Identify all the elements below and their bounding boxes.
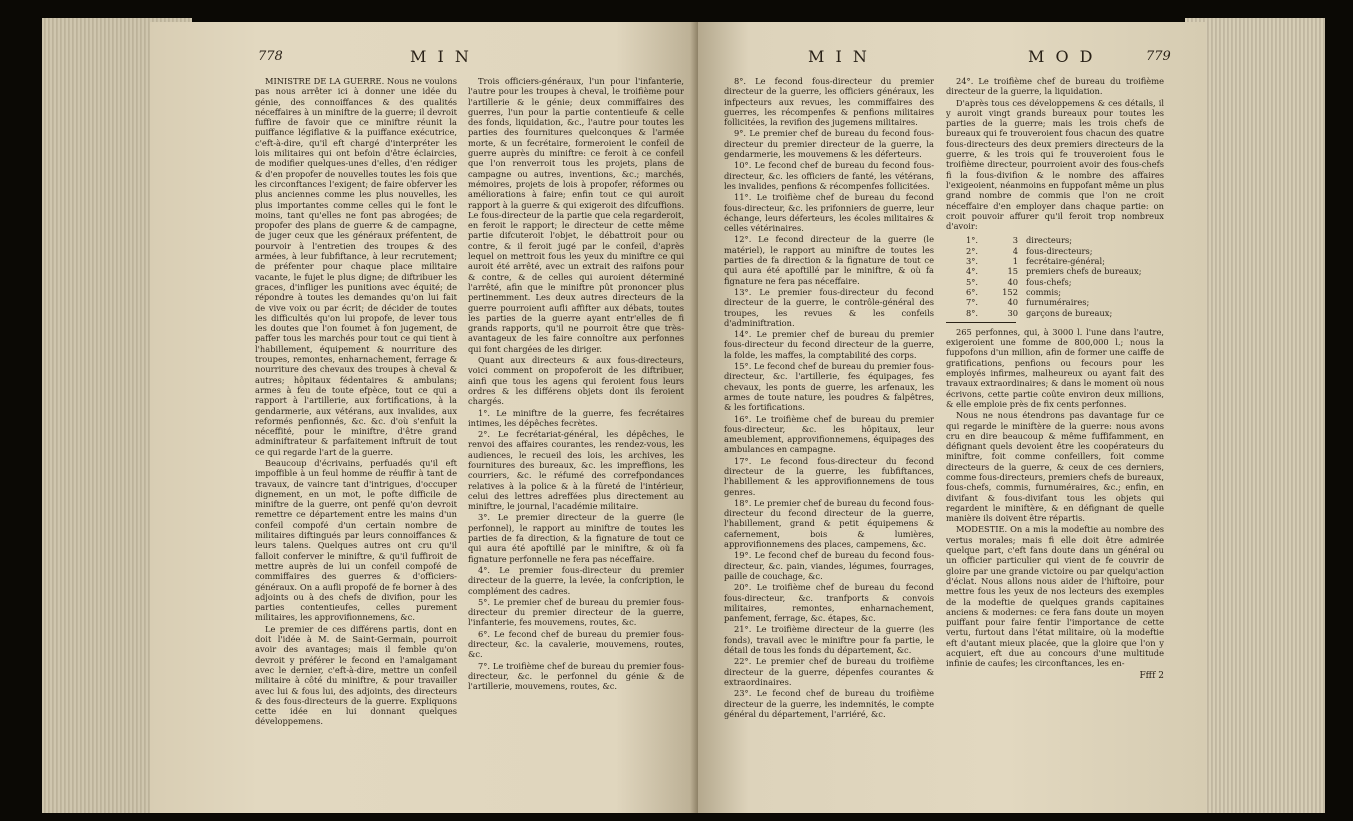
list-item-ord: 4°. [966,266,979,277]
paragraph: 11°. Le troifième chef de bureau du fecond fous-directeur, &c. les prifonniers de guerre, leur échange, leurs déferteurs, les écoles militaires & celles vétérinaires. [724,192,934,234]
paragraph: 17°. Le fecond fous-directeur du fecond directeur de la guerre, les fubfiftances, l'habillement & les approvifionnemens de tous genres. [724,455,934,497]
text-column-2 [946,76,1164,807]
paragraph: Beaucoup d'écrivains, perfuadés qu'il eft impoffible à un feul homme de réuffir à tant de travaux, de vaincre tant d'intrigues, d'occuper dignement, en un mot, le pofte difficile de miniftre de la guerre, ont penfé qu'on devroit remettre ce département entre les mains d'un confeil compofé d'un certain nombre de militaires diftingués par leurs connoiffances & leurs talens. Quelques autres ont cru qu'il falloit conferver le miniftre, & qu'il fuffiroit de mettre auprès de lui un confeil compofé de commiffaires des guerres & d'officiers-généraux. On a aufli propofé de fe borner à des adjoints ou à des chefs de divifion, pour les parties contentieufes, celles purement militaires, les approvifionnemens, &c. [255,457,457,623]
list-item-num: 40 [1007,297,1018,308]
paragraph: 6°. Le fecond chef de bureau du premier fous-directeur, &c. la cavalerie, mouvemens, routes, &c. [468,628,684,660]
paragraph: 20°. Le troifième chef de bureau du fecond fous-directeur, &c. tranfports & convois militaires, remontes, enharnachement, panfement, ferrage, &c. étapes, &c. [724,582,934,624]
paragraph: 5°. Le premier chef de bureau du premier fous-directeur du premier directeur de la guerre, l'infanterie, fes mouvemens, routes, &c. [468,596,684,628]
list-item-ord: 5°. [966,276,979,287]
running-head-left: M I N [808,47,870,66]
list-item [966,235,1164,245]
divider [946,322,1016,323]
list-item-label: fecrétaire-général; [1026,256,1105,267]
paragraph: 14°. Le premier chef de bureau du premier fous-directeur du fecond directeur de la guerre, la folde, les maffes, la comptabilité des corps. [724,329,934,360]
text-column-1 [724,76,934,807]
page-number: 778 [258,49,283,64]
paragraph: 4°. Le premier fous-directeur du premier directeur de la guerre, la levée, la confcription, le complément des cadres. [468,564,684,596]
paragraph: 1°. Le miniftre de la guerre, fes fecrétaires intimes, les dépêches fecrètes. [468,407,684,428]
list-item-label: commis; [1026,286,1062,297]
paragraph: 10°. Le fecond chef de bureau du fecond fous-directeur, &c. les officiers de fanté, les vétérans, les invalides, penfions & récompenfes follicitées. [724,160,934,191]
staff-list [966,235,1164,317]
paragraph: 2°. Le fecrétariat-général, les dépêches, le renvoi des affaires courantes, les rendez-vous, les audiences, le recueil des lois, les archives, les fournitures des bureaux, &c. les impreffions, les courriers, &c. le réfumé des correfpondances relatives à la police & à la fûreté de l'intérieur, celui des lettres adreffées plus directement au miniftre, le journal, l'académie militaire. [468,429,684,512]
list-item-num: 30 [1007,307,1018,318]
paragraph: D'après tous ces développemens & ces détails, il y auroit vingt grands bureaux pour toutes les parties de la guerre; mais les trois chefs de bureaux qui fe trouveroient fous chacun des quatre fous-directeurs des deux premiers directeurs de la guerre, & les trois qui fe trouveroient fous le troifième directeur, pourroient avoir des fous-chefs fi la fous-divifion & le nombre des affaires l'exigeoient, néanmoins en fuppofant même un plus grand nombre de commis que l'on ne croit néceffaire d'en employer dans chaque partie: on croit pouvoir affurer qu'il feroit trop nombreux d'avoir: [946,97,1164,232]
list-item [966,266,1164,276]
list-item-ord: 8°. [966,307,979,318]
paragraph: MINISTRE DE LA GUERRE. Nous ne voulons pas nous arrêter ici à donner une idée du génie, des connoiffances & des qualités néceffaires à un miniftre de la guerre; il devroit fuffire de favoir que ce miniftre réunit la puiffance légiflative & la puiffance exécutrice, c'eft-à-dire, qu'il eft chargé d'interpréter les lois militaires qui ont befoin d'être éclaircies, de modifier quelques-unes d'elles, d'en rédiger & d'en propofer de nouvelles toutes les fois que les circonftances l'exigent; de faire obferver les plus anciennes comme les plus nouvelles, les plus importantes comme celles qui le font le moins, tant qu'elles ne font pas abrogées; de propofer des plans de guerre & de campagne, de juger ceux que les généraux préfentent, de pourvoir à l'entretien des troupes & des armées, à leur fubfiftance, à leur recrutement; de préfenter pour chaque place militaire vacante, le fujet le plus digne; de diftribuer les graces, d'infliger les punitions avec équité; de répondre à toutes les demandes qu'on lui fait de vive voix ou par écrit; de décider de toutes les difficultés qu'on lui propofe, de lever tous les doutes que l'on foumet à fon jugement, de paffer tous les marchés pour tout ce qui tient à l'habillement, équipement & nourriture des troupes, remontes, enharnachement, ferrage & nourriture des chevaux des troupes à cheval & autres; hôpitaux fédentaires & ambulans; armes à feu de toute efpèce, tout ce qui a rapport à l'artillerie, aux fortifications, à la gendarmerie, aux vétérans, aux invalides, aux reformés penfionnés, &c. &c. d'où s'enfuit la néceffité, pour le miniftre, d'être grand adminiftrateur & parfaitement inftruit de tout ce qui regarde l'art de la guerre. [255,76,457,457]
text-column-1 [255,76,457,807]
paragraph: 24°. Le troifième chef de bureau du troifième directeur de la guerre, la liquidation. [946,76,1164,97]
paragraph: 13°. Le premier fous-directeur du fecond directeur de la guerre, le contrôle-général des troupes, les revues & les confeils d'adminiftration. [724,286,934,328]
right-page [698,22,1206,813]
paragraph: 16°. Le troifième chef de bureau du premier fous-directeur, &c. les hôpitaux, leur ameublement, approvifionnemens, équipages des ambulances en campagne. [724,413,934,455]
signature-mark: Ffff 2 [1139,670,1164,681]
paragraph: Le premier de ces différens partis, dont en doit l'idée à M. de Saint-Germain, pourroit avoir des avantages; mais il femble qu'on devroit y préférer le fecond en l'amalgamant avec le dernier, c'eft-à-dire, mettre un confeil militaire à côté du miniftre, & pour travailler avec lui & fous lui, des adjoints, des directeurs & des fous-directeurs de la guerre. Expliquons cette idée en lui donnant quelques développemens. [255,623,457,727]
list-item-ord: 2°. [966,245,979,256]
running-head-right: M O D [1028,47,1096,66]
list-item-label: furnuméraires; [1026,297,1090,308]
paragraph: 18°. Le premier chef de bureau du fecond fous-directeur du fecond directeur de la guerre, l'habillement, grand & petit équipemens & cafernement, bois & lumières, approvifionnemens des places, campemens, &c. [724,497,934,550]
paragraph: 3°. Le premier directeur de la guerre (le perfonnel), le rapport au miniftre de toutes les parties de fa direction, & la fignature de tout ce qui aura été apoftillé par le miniftre, & où fa fignature perfonnelle ne fera pas néceffaire. [468,512,684,564]
list-item-label: directeurs; [1026,235,1073,246]
list-item-num: 4 [1012,245,1018,256]
paragraph: 15°. Le fecond chef de bureau du premier fous-directeur, &c. l'artillerie, fes équipages, fes chevaux, les ponts de guerre, les arfenaux, les armes de toute nature, les poudres & falpêtres, & les fortifications. [724,361,934,413]
list-item-num: 40 [1007,276,1018,287]
left-page [150,22,698,813]
text-column-2 [468,76,684,807]
running-head: M I N [410,47,472,66]
list-item-ord: 1°. [966,235,979,246]
paragraph: 7°. Le troifième chef de bureau du premier fous-directeur, &c. le perfonnel du génie & de l'artillerie, mouvemens, routes, &c. [468,660,684,692]
list-item-num: 152 [1002,286,1018,297]
list-item [966,287,1164,297]
list-item-num: 3 [1012,235,1018,246]
list-item-label: fous-chefs; [1026,276,1072,287]
list-item [966,297,1164,307]
list-item-label: premiers chefs de bureaux; [1026,266,1142,277]
paragraph: 22°. Le premier chef de bureau du troifième directeur de la guerre, dépenfes courantes & extraordinaires. [724,656,934,687]
paragraph: Quant aux directeurs & aux fous-directeurs, voici comment on propoferoit de les diftribuer, ainfi que tous les agens qui feroient fous leurs ordres & les différens objets dont ils feroient chargés. [468,355,684,407]
paragraph: 23°. Le fecond chef de bureau du troifième directeur de la guerre, les indemnités, le compte général du département, l'arriéré, &c. [724,688,934,719]
paragraph: MODESTIE. On a mis la modeftie au nombre des vertus morales; mais fi elle doit être admirée quelque part, c'eft fans doute dans un général ou un officier particulier qui vient de fe couvrir de gloire par une grande victoire ou par quelqu'action d'éclat. Nous allons nous aider de l'hiftoire, pour mettre fous les yeux de nos lecteurs des exemples de la modeftie de quelques grands capitaines anciens & modernes: ce fera fans doute un moyen puiffant pour faire fentir l'importance de cette vertu, furtout dans l'état militaire, où la modeftie eft d'autant mieux placée, que la gloire que l'on y acquiert, eft due au concours d'une multitude infinie de caufes; les circonftances, les en- [946,524,1164,669]
paragraph: 21°. Le troifième directeur de la guerre (les fonds), travail avec le miniftre pour fa partie, le détail de tous les fonds du département, &c. [724,624,934,656]
paragraph: Nous ne nous étendrons pas davantage fur ce qui regarde le miniftère de la guerre: nous avons cru en dire beaucoup & même fuffifamment, en défignant quels devoient être les coopérateurs du miniftre, foit comme confeillers, foit comme directeurs de la guerre, & ceux de ces derniers, comme fous-directeurs, premiers chefs de bureaux, fous-chefs, commis, furnuméraires, &c.; enfin, en divifant & fous-divifant tous les objets qui regardent le miniftère, & en défignant de quelle manière ils doivent être répartis. [946,410,1164,524]
paragraph: Trois officiers-généraux, l'un pour l'infanterie, l'autre pour les troupes à cheval, le troifième pour l'artillerie & le génie; deux commiffaires des guerres, l'un pour la partie contentieufe & celle des fonds, liquidation, &c., l'autre pour toutes les parties des fournitures quelconques & l'armée morte, & un fecrétaire, formeroient le confeil de guerre auprès du miniftre: ce feroit à ce confeil que l'on renverroit tous les projets, plans de campagne ou autres, inventions, &c.; marchés, mémoires, projets de lois à propofer, réformes ou améliorations à faire; enfin tout ce qui auroit rapport à la guerre & qui exigeroit des difcuffions. Le fous-directeur de la partie que cela regarderoit, en feroit le rapport; le directeur de cette même partie difcuteroit l'objet, le débattroit pour ou contre, & il feroit jugé par le confeil, d'après lequel on mettroit fous les yeux du miniftre ce qui auroit été arrêté, avec un extrait des raifons pour & contre, & de celles qui auroient déterminé l'arrêté, afin que le miniftre pût prononcer plus pertinemment. Les deux autres directeurs de la guerre pourroient aufli affifter aux débats, toutes les parties de la guerre ayant entr'elles de fi grands rapports, qu'il ne pourroit être que très-avantageux de les faire connoître aux perfonnes qui font chargées de les diriger. [468,76,684,354]
list-item [966,246,1164,256]
paragraph: 8°. Le fecond fous-directeur du premier directeur de la guerre, les officiers généraux, les infpecteurs aux revues, les commiffaires des guerres, les récompenfes & penfions militaires follicitées, la revifion des jugemens militaires. [724,76,934,128]
paragraph: 9°. Le premier chef de bureau du fecond fous-directeur du premier directeur de la guerre, la gendarmerie, les mouvemens & les déferteurs. [724,128,934,160]
paragraph: 12°. Le fecond directeur de la guerre (le matériel), le rapport au miniftre de toutes les parties de fa direction & la fignature de tout ce qui aura été apoftillé par le miniftre, & où fa fignature ne fera pas néceffaire. [724,234,934,286]
list-item [966,256,1164,266]
paragraph: 19°. Le fecond chef de bureau du fecond fous-directeur, &c. pain, viandes, légumes, fourrages, paille de couchage, &c. [724,550,934,581]
list-item-num: 1 [1012,256,1018,267]
paragraph: 265 perfonnes, qui, à 3000 l. l'une dans l'autre, exigeroient une fomme de 800,000 l.; nous la fuppofons d'un million, afin de former une caiffe de gratifications, penfions ou fecours pour les employés infirmes, malheureux ou ayant fait des travaux extraordinaires; & dans le moment où nous écrivons, cette partie coûte environ deux millions, & elle emploie près de fix cents perfonnes. [946,326,1164,409]
list-item-label: fous-directeurs; [1026,245,1093,256]
list-item-label: garçons de bureaux; [1026,307,1113,318]
list-item [966,277,1164,287]
list-item-ord: 3°. [966,256,979,267]
right-page-stack [1185,18,1325,813]
list-item-num: 15 [1007,266,1018,277]
page-number: 779 [1146,49,1171,64]
list-item-ord: 7°. [966,297,979,308]
list-item [966,308,1164,318]
list-item-ord: 6°. [966,286,979,297]
